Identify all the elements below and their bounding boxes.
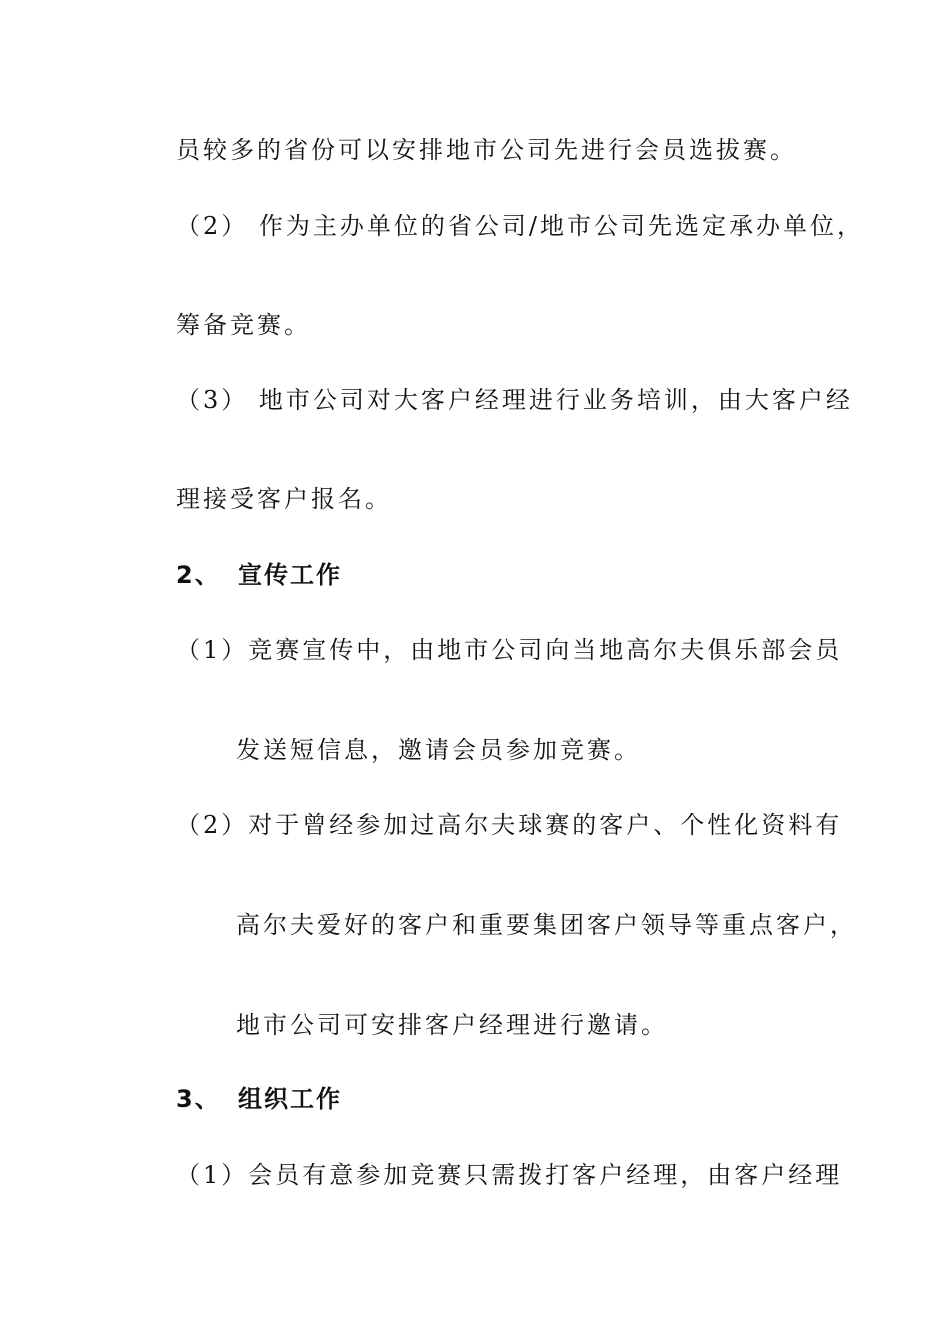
section-number: 3、 (176, 1085, 221, 1113)
list-item-1: （1）竞赛宣传中，由地市公司向当地高尔夫俱乐部会员 (176, 636, 843, 664)
paragraph-line-indented: 高尔夫爱好的客户和重要集团客户领导等重点客户， (236, 911, 857, 939)
paragraph-line: 理接受客户报名。 (176, 485, 392, 513)
section-title: 组织工作 (238, 1085, 342, 1113)
section-title: 宣传工作 (238, 561, 342, 589)
section-heading-3 (176, 1084, 342, 1114)
section-number: 2、 (176, 561, 221, 589)
paragraph-line-indented: 地市公司可安排客户经理进行邀请。 (236, 1011, 668, 1039)
paragraph-line-indented: 发送短信息，邀请会员参加竞赛。 (236, 736, 641, 764)
list-item-3: （3） 地市公司对大客户经理进行业务培训，由大客户经 (176, 386, 853, 414)
list-item-2: （2） 作为主办单位的省公司/地市公司先选定承办单位， (176, 212, 864, 240)
list-item-2: （2）对于曾经参加过高尔夫球赛的客户、个性化资料有 (176, 811, 843, 839)
paragraph-line: 员较多的省份可以安排地市公司先进行会员选拔赛。 (176, 136, 797, 164)
list-item-1: （1）会员有意参加竞赛只需拨打客户经理，由客户经理 (176, 1161, 843, 1189)
section-heading-2 (176, 560, 342, 590)
paragraph-line: 筹备竞赛。 (176, 311, 311, 339)
